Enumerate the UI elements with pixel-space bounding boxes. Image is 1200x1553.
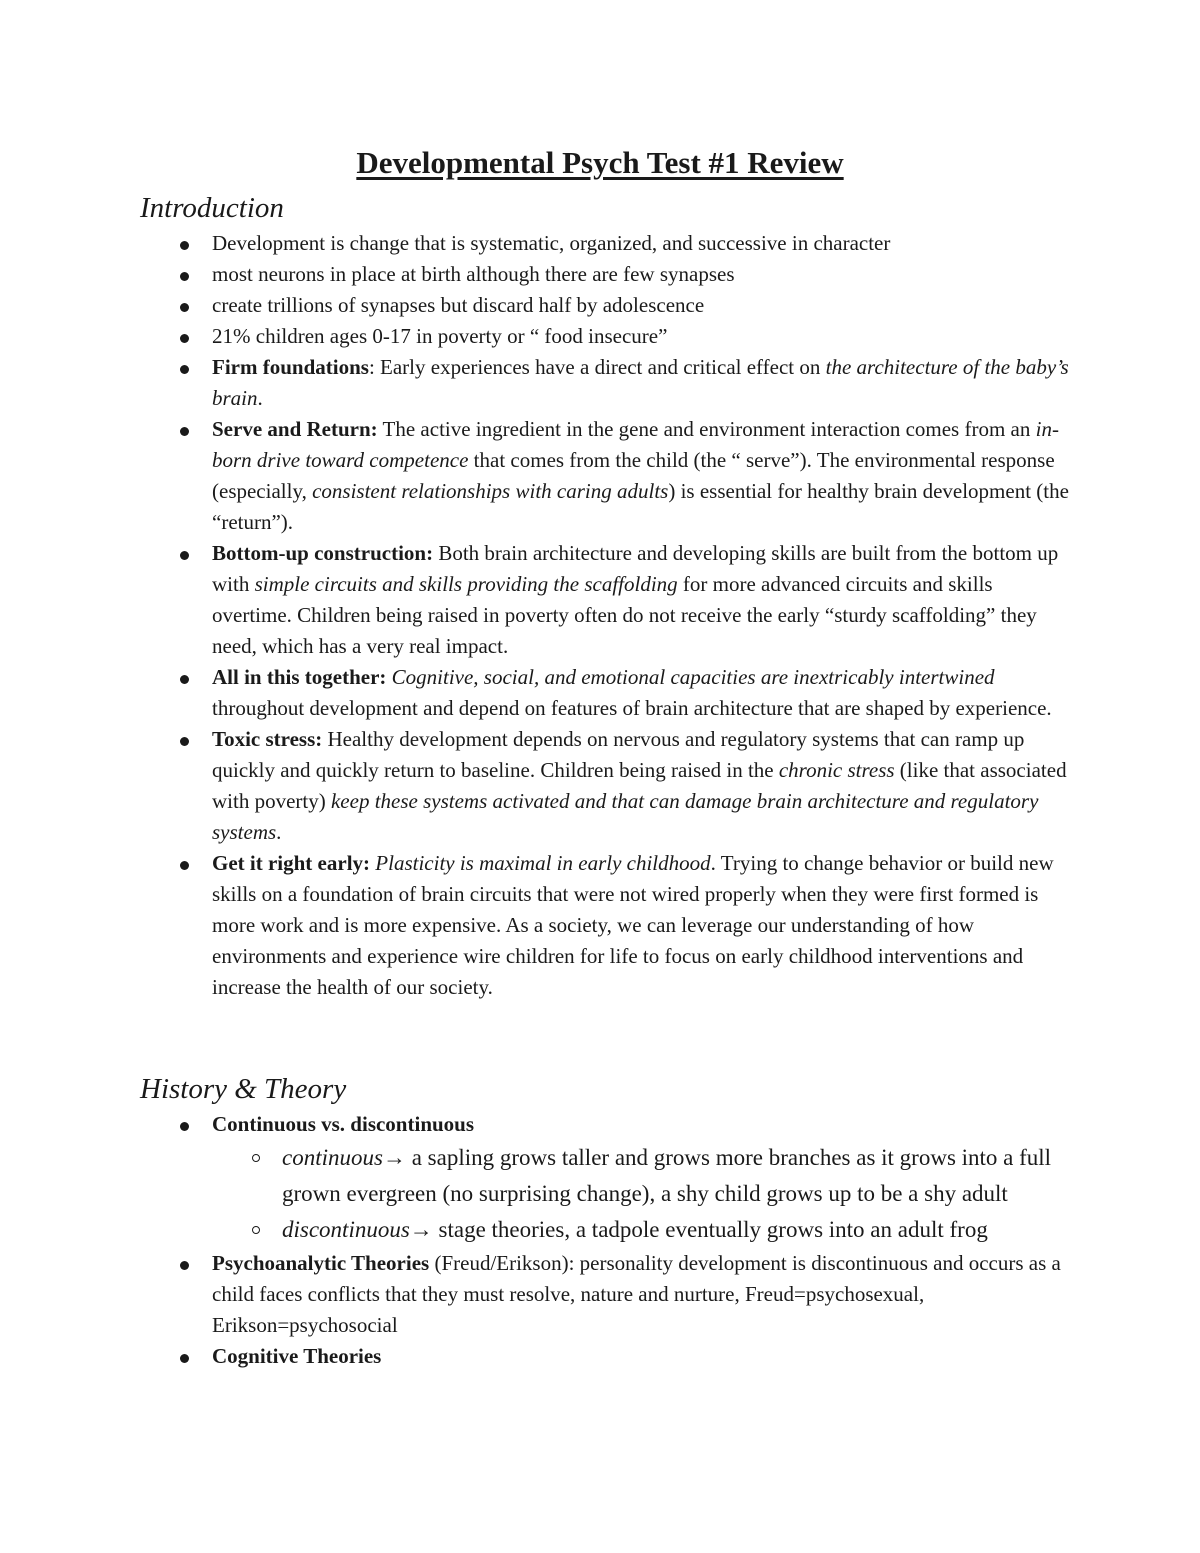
bullet-icon xyxy=(180,241,189,250)
sub-list-item: continuous→ a sapling grows taller and grows more branches as it grows into a full grown evergreen (no surprising change), a shy child grows up to be a shy adult xyxy=(212,1140,1074,1212)
list-item: Development is change that is systematic, organized, and successive in character xyxy=(0,228,1074,259)
list-item: All in this together: Cognitive, social, and emotional capacities are inextricably intertwined throughout development and depend on features of brain architecture that are shaped by experience. xyxy=(0,662,1074,724)
bullet-icon xyxy=(180,737,189,746)
term-label: Psychoanalytic Theories xyxy=(212,1251,430,1275)
list-item: Firm foundations: Early experiences have a direct and critical effect on the architecture of the baby’s brain. xyxy=(0,352,1074,414)
term-label: Bottom-up construction: xyxy=(212,541,434,565)
bullet-icon xyxy=(180,272,189,281)
sub-list xyxy=(212,1140,1074,1248)
section-heading-introduction: Introduction xyxy=(140,192,284,224)
bullet-icon xyxy=(180,303,189,312)
page-title: Developmental Psych Test #1 Review xyxy=(356,145,844,180)
term-label: All in this together: xyxy=(212,665,387,689)
bullet-icon xyxy=(180,1354,189,1363)
bullet-icon xyxy=(180,365,189,374)
sub-list-item: discontinuous→ stage theories, a tadpole eventually grows into an adult frog xyxy=(212,1212,1074,1248)
list-item xyxy=(0,1109,1074,1248)
section-heading-history-theory: History & Theory xyxy=(140,1073,347,1105)
term-label: Firm foundations xyxy=(212,355,369,379)
list-item xyxy=(0,1341,1074,1372)
bullet-icon xyxy=(180,861,189,870)
history-theory-list xyxy=(0,1109,1200,1372)
list-item: Psychoanalytic Theories (Freud/Erikson): personality development is discontinuous and occurs as a child faces conflicts that they must resolve, nature and nurture, Freud=psychosexual, Erikson=psychosocial xyxy=(0,1248,1074,1341)
list-item: Toxic stress: Healthy development depends on nervous and regulatory systems that can ramp up quickly and quickly return to baseline. Children being raised in the chronic stress (like that associated with poverty) keep these systems activated and that can damage brain architecture and regulatory systems. xyxy=(0,724,1074,848)
term-label: Get it right early: xyxy=(212,851,371,875)
introduction-list xyxy=(0,228,1200,1003)
hollow-bullet-icon xyxy=(252,1154,260,1162)
term-label: Serve and Return: xyxy=(212,417,378,441)
term-label: Toxic stress: xyxy=(212,727,323,751)
bullet-icon xyxy=(180,551,189,560)
list-item: Serve and Return: The active ingredient in the gene and environment interaction comes from an in-born drive toward competence that comes from the child (the “ serve”). The environmental response (especially, consistent relationships with caring adults) is essential for healthy brain development (the “return”). xyxy=(0,414,1074,538)
list-item: Get it right early: Plasticity is maximal in early childhood. Trying to change behavior or build new skills on a foundation of brain circuits that were not wired properly when they were first formed is more work and is more expensive. As a society, we can leverage our understanding of how environments and experience wire children for life to focus on early childhood interventions and increase the health of our society. xyxy=(0,848,1074,1003)
list-item: Bottom-up construction: Both brain architecture and developing skills are built from the bottom up with simple circuits and skills providing the scaffolding for more advanced circuits and skills overtime. Children being raised in poverty often do not receive the early “sturdy scaffolding” they need, which has a very real impact. xyxy=(0,538,1074,662)
term-label: Cognitive Theories xyxy=(212,1344,382,1368)
list-item: 21% children ages 0-17 in poverty or “ food insecure” xyxy=(0,321,1074,352)
bullet-icon xyxy=(180,427,189,436)
list-item: create trillions of synapses but discard half by adolescence xyxy=(0,290,1074,321)
term-label: Continuous vs. discontinuous xyxy=(212,1112,475,1136)
bullet-icon xyxy=(180,334,189,343)
hollow-bullet-icon xyxy=(252,1226,260,1234)
bullet-icon xyxy=(180,1261,189,1270)
bullet-icon xyxy=(180,675,189,684)
list-item: most neurons in place at birth although there are few synapses xyxy=(0,259,1074,290)
bullet-icon xyxy=(180,1122,189,1131)
